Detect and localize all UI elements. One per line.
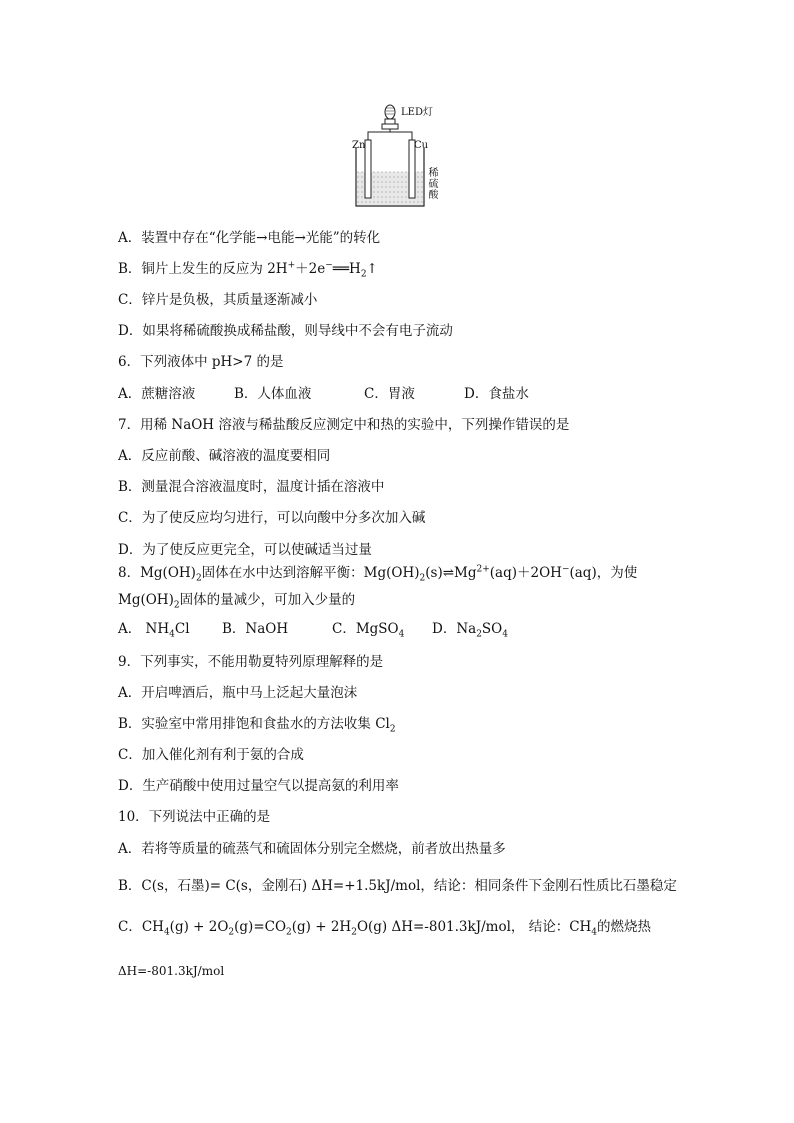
q9-option-b: B．实验室中常用排饱和食盐水的方法收集 $Cl_2$ [118, 716, 396, 735]
q6-options [118, 385, 529, 403]
q8-option-d: D．$Na_2SO_4$ [432, 621, 508, 640]
q9-option-d: D．生产硝酸中使用过量空气以提高氨的利用率 [118, 778, 399, 794]
q8-option-b: B．NaOH [222, 621, 289, 637]
q5-option-b: B．铜片上发生的反应为 $2H^++2e^-══H_2↑$ [118, 260, 378, 280]
galvanic-cell-figure [348, 100, 448, 212]
q9-stem: 9．下列事实，不能用勒夏特列原理解释的是 [118, 654, 384, 670]
q10-option-c: C．$CH_4(g) + 2O_2(g)=CO_2(g) + 2H_2O(g)$ ΔH=-801.3kJ/mol， 结论：$CH_4$的燃烧热 [118, 919, 652, 938]
q6-option-d: D．食盐水 [464, 386, 529, 402]
q7-option-a: A．反应前酸、碱溶液的温度要相同 [118, 448, 331, 464]
led-label: LED灯 [401, 107, 433, 118]
q6-option-c: C．胃液 [364, 386, 415, 402]
zinc-electrode [365, 140, 371, 198]
q8-option-a: A． $NH_4Cl$ [118, 621, 190, 640]
q6-stem: 6．下列液体中 pH>7 的是 [118, 354, 284, 370]
q10-option-a: A．若将等质量的硫蒸气和硫固体分别完全燃烧，前者放出热量多 [118, 841, 506, 857]
q10-option-b: B．C(s，石墨)= C(s，金刚石) ΔH=+1.5kJ/mol，结论：相同条件下金刚石性质比石墨稳定 [118, 878, 677, 894]
copper-label: Cu [414, 140, 429, 151]
q5-option-a: A．装置中存在“化学能→电能→光能”的转化 [118, 230, 381, 246]
q8-options [118, 620, 508, 638]
q7-option-c: C．为了使反应均匀进行，可以向酸中分多次加入碱 [118, 510, 426, 526]
q8-stem-line-2: $Mg(OH)_2$固体的量减少，可加入少量的 [118, 592, 356, 611]
q10-stem: 10．下列说法中正确的是 [118, 809, 271, 825]
q9-option-c: C．加入催化剂有利于氨的合成 [118, 747, 304, 763]
q5-option-d: D．如果将稀硫酸换成稀盐酸，则导线中不会有电子流动 [118, 323, 453, 339]
q8-option-c: C．MgSO$_4$ [332, 621, 405, 640]
q9-option-a: A．开启啤酒后，瓶中马上泛起大量泡沫 [118, 685, 358, 701]
electrolyte-label: 稀硫酸 [426, 167, 437, 200]
q6-option-a: A．蔗糖溶液 [118, 386, 196, 402]
q6-option-b: B．人体血液 [234, 386, 312, 402]
q7-stem: 7．用稀 NaOH 溶液与稀盐酸反应测定中和热的实验中，下列操作错误的是 [118, 417, 570, 433]
q5-option-c: C．锌片是负极，其质量逐渐减小 [118, 292, 318, 308]
q10-option-c-continued: ΔH=-801.3kJ/mol [118, 964, 225, 978]
q8-stem-line-1: 8．$Mg(OH)_2$固体在水中达到溶解平衡：$Mg(OH)_2(s)\rightleftharpoons Mg^{2+}(aq)+2OH^-(aq)$，为使 [118, 564, 638, 584]
zinc-label: Zn [352, 140, 366, 151]
q7-option-d: D．为了使反应更完全，可以使碱适当过量 [118, 542, 372, 558]
q7-option-b: B．测量混合溶液温度时，温度计插在溶液中 [118, 479, 385, 495]
led-icon [382, 105, 398, 129]
